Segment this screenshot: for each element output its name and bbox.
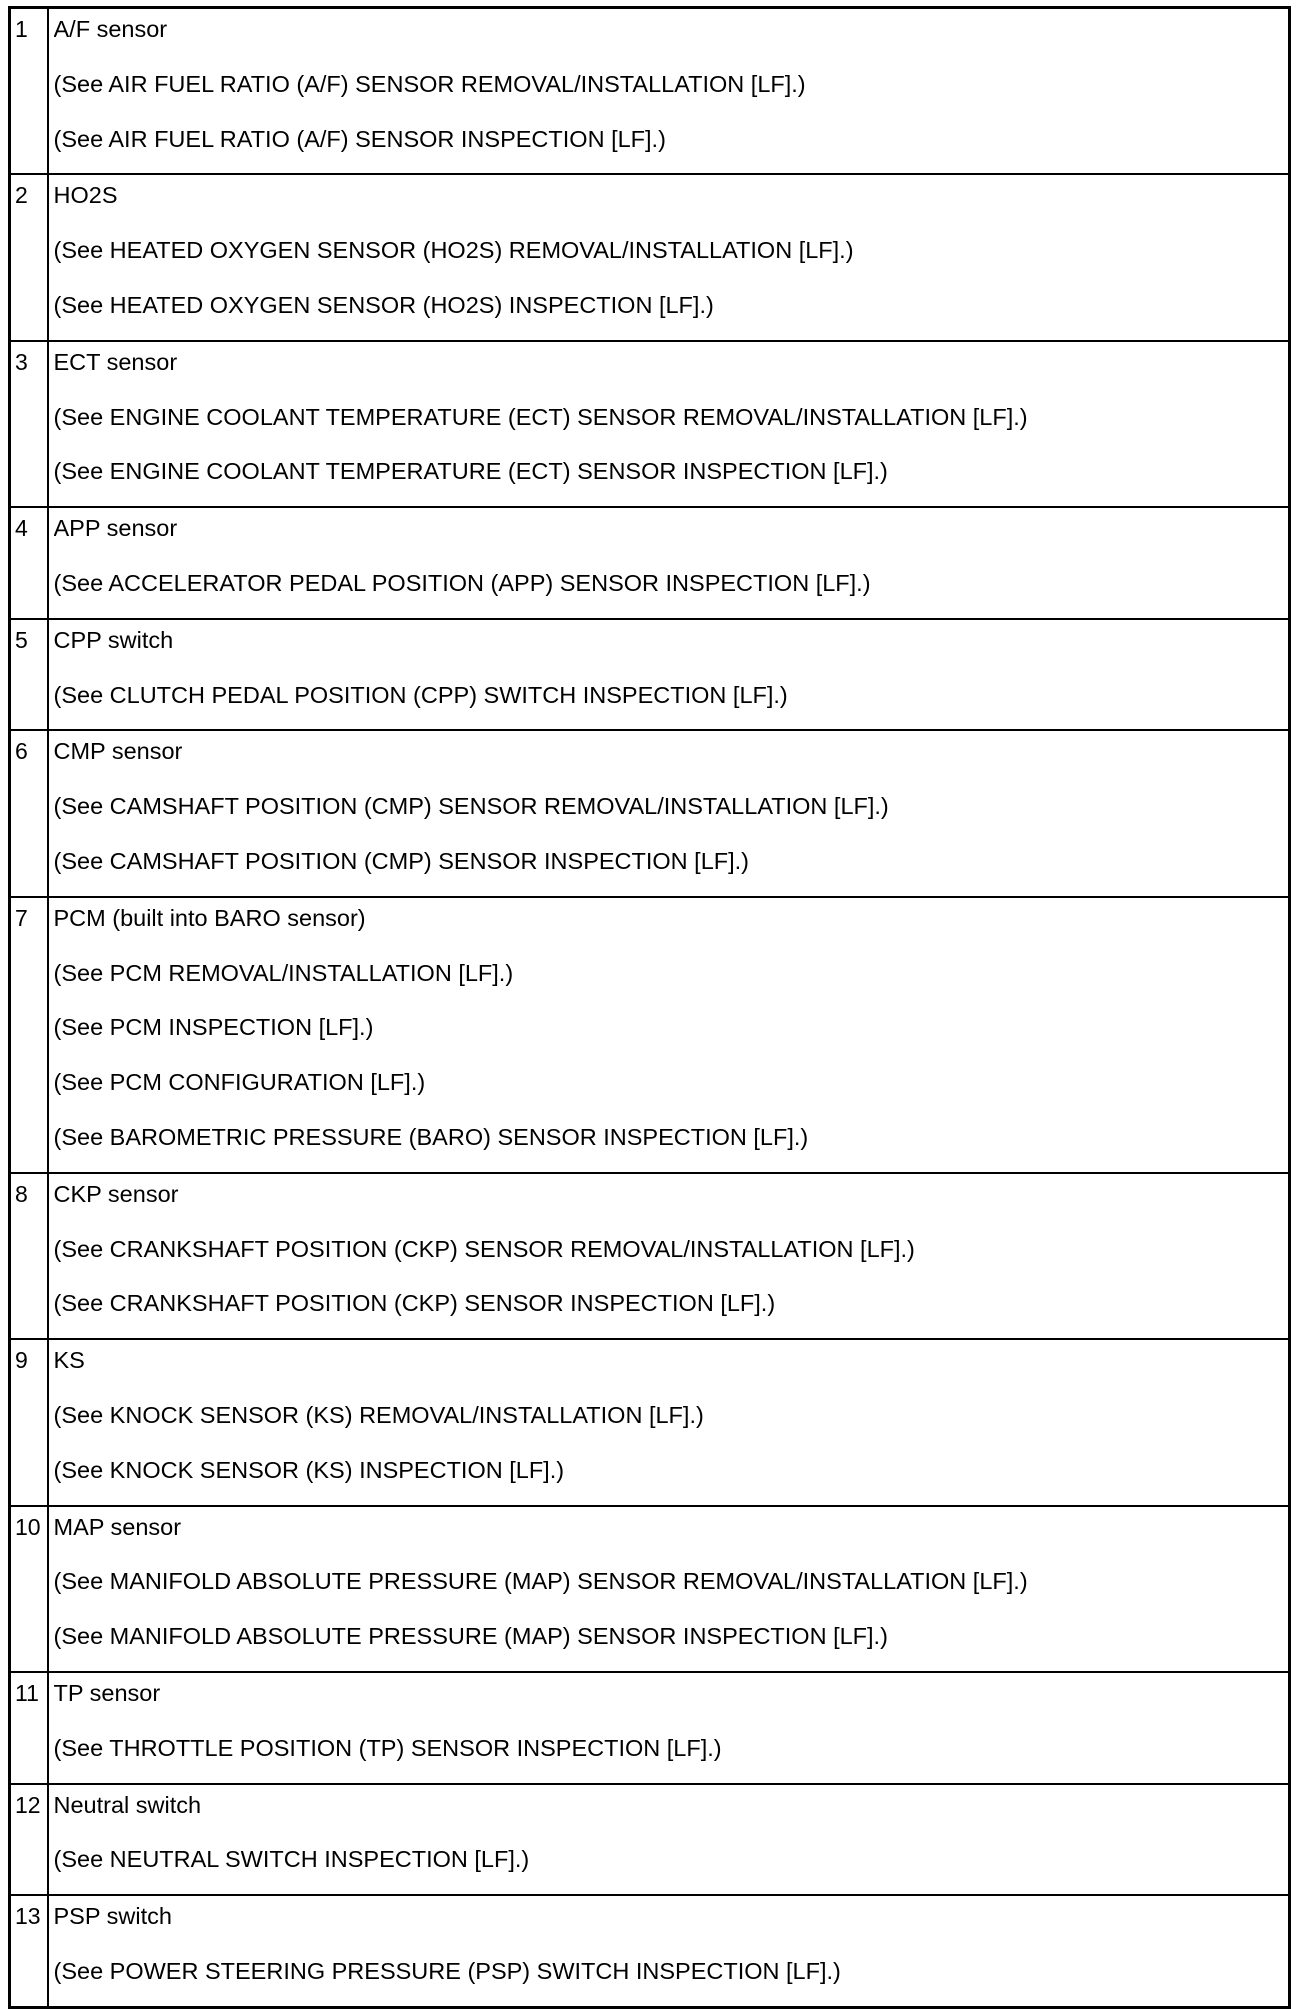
reference-link[interactable]: (See KNOCK SENSOR (KS) INSPECTION [LF].) <box>53 1456 565 1483</box>
row-number: 1 <box>10 8 48 175</box>
component-name: A/F sensor <box>53 16 168 42</box>
row-content <box>48 1672 1290 1784</box>
reference-link[interactable]: (See KNOCK SENSOR (KS) REMOVAL/INSTALLATION [LF].) <box>53 1401 704 1428</box>
reference-link[interactable]: (See CLUTCH PEDAL POSITION (CPP) SWITCH INSPECTION [LF].) <box>53 681 788 708</box>
row-number: 6 <box>10 730 48 896</box>
component-name: APP sensor <box>53 515 178 542</box>
reference-link[interactable]: (See ENGINE COOLANT TEMPERATURE (ECT) SENSOR INSPECTION [LF].) <box>53 458 888 485</box>
reference-link[interactable]: (See BAROMETRIC PRESSURE (BARO) SENSOR INSPECTION [LF].) <box>53 1123 809 1150</box>
reference-link[interactable]: (See CAMSHAFT POSITION (CMP) SENSOR INSPECTION [LF].) <box>53 847 750 874</box>
component-name: TP sensor <box>53 1679 161 1706</box>
row-number: 13 <box>10 1895 48 2007</box>
table-row <box>10 174 1290 340</box>
component-name: PCM (built into BARO sensor) <box>53 904 366 931</box>
row-number: 10 <box>10 1506 48 1672</box>
reference-link[interactable]: (See THROTTLE POSITION (TP) SENSOR INSPECTION [LF].) <box>53 1734 722 1761</box>
component-name: HO2S <box>53 182 118 209</box>
row-content <box>48 1339 1290 1505</box>
reference-link[interactable]: (See CRANKSHAFT POSITION (CKP) SENSOR INSPECTION [LF].) <box>53 1290 776 1317</box>
row-content <box>48 1784 1290 1896</box>
row-number: 2 <box>10 174 48 340</box>
row-content <box>48 1895 1290 2007</box>
component-name: Neutral switch <box>53 1791 202 1818</box>
table-row <box>10 1784 1290 1896</box>
reference-link[interactable]: (See MANIFOLD ABSOLUTE PRESSURE (MAP) SENSOR REMOVAL/INSTALLATION [LF].) <box>53 1568 1028 1595</box>
row-number: 11 <box>10 1672 48 1784</box>
component-name: KS <box>53 1347 85 1374</box>
table-row <box>10 1506 1290 1672</box>
reference-link[interactable]: (See CAMSHAFT POSITION (CMP) SENSOR REMOVAL/INSTALLATION [LF].) <box>53 793 889 820</box>
row-number: 7 <box>10 897 48 1173</box>
row-number: 3 <box>10 341 48 507</box>
row-content <box>48 507 1290 619</box>
table-body <box>10 8 1290 2008</box>
reference-link[interactable]: (See NEUTRAL SWITCH INSPECTION [LF].) <box>53 1846 530 1873</box>
reference-link[interactable]: (See HEATED OXYGEN SENSOR (HO2S) INSPECTION [LF].) <box>53 291 714 318</box>
row-content <box>48 897 1290 1173</box>
table-row <box>10 730 1290 896</box>
reference-link[interactable]: (See PCM INSPECTION [LF].) <box>53 1014 374 1041</box>
table-row <box>10 1672 1290 1784</box>
reference-link[interactable]: (See PCM REMOVAL/INSTALLATION [LF].) <box>53 959 514 986</box>
component-name: CMP sensor <box>53 738 183 765</box>
row-number: 9 <box>10 1339 48 1505</box>
component-name: ECT sensor <box>53 348 178 375</box>
row-content <box>48 730 1290 896</box>
row-content <box>48 619 1290 731</box>
table-row <box>10 619 1290 731</box>
table-row <box>10 1339 1290 1505</box>
component-reference-table <box>8 6 1291 2009</box>
row-number: 8 <box>10 1173 48 1339</box>
component-name: PSP switch <box>53 1903 172 1930</box>
row-content <box>48 8 1290 175</box>
row-content <box>48 174 1290 340</box>
reference-link[interactable]: (See AIR FUEL RATIO (A/F) SENSOR INSPECTION [LF].) <box>53 125 666 152</box>
row-number: 5 <box>10 619 48 731</box>
row-content <box>48 1506 1290 1672</box>
reference-link[interactable]: (See ACCELERATOR PEDAL POSITION (APP) SENSOR INSPECTION [LF].) <box>53 569 871 596</box>
row-number: 12 <box>10 1784 48 1896</box>
table-row <box>10 8 1290 175</box>
component-name: MAP sensor <box>53 1513 182 1540</box>
row-content <box>48 1173 1290 1339</box>
reference-link[interactable]: (See PCM CONFIGURATION [LF].) <box>53 1069 426 1096</box>
table-row <box>10 1895 1290 2007</box>
component-name: CKP sensor <box>53 1180 179 1207</box>
component-name: CPP switch <box>53 626 174 653</box>
table-row <box>10 341 1290 507</box>
table-row <box>10 507 1290 619</box>
reference-link[interactable]: (See ENGINE COOLANT TEMPERATURE (ECT) SENSOR REMOVAL/INSTALLATION [LF].) <box>53 403 1028 430</box>
reference-link[interactable]: (See POWER STEERING PRESSURE (PSP) SWITCH INSPECTION [LF].) <box>53 1957 841 1984</box>
reference-link[interactable]: (See HEATED OXYGEN SENSOR (HO2S) REMOVAL/INSTALLATION [LF].) <box>53 237 854 264</box>
table-row <box>10 1173 1290 1339</box>
row-number: 4 <box>10 507 48 619</box>
reference-link[interactable]: (See AIR FUEL RATIO (A/F) SENSOR REMOVAL/INSTALLATION [LF].) <box>53 70 806 97</box>
reference-link[interactable]: (See MANIFOLD ABSOLUTE PRESSURE (MAP) SENSOR INSPECTION [LF].) <box>53 1623 888 1650</box>
row-content <box>48 341 1290 507</box>
table-row <box>10 897 1290 1173</box>
reference-link[interactable]: (See CRANKSHAFT POSITION (CKP) SENSOR REMOVAL/INSTALLATION [LF].) <box>53 1235 915 1262</box>
